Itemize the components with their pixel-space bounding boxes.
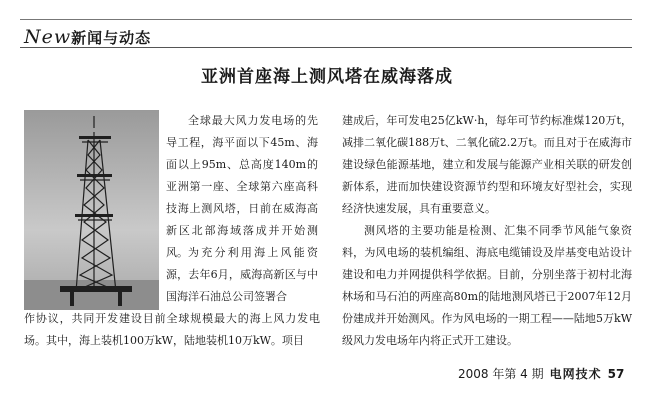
section-tag-label: 新闻与动态 <box>71 29 152 47</box>
column-2 <box>342 110 632 352</box>
paragraph-2-part-c: 建成后，年可发电25亿kW·h，每年可节约标准煤120万t，减排二氧化碳188万t、二氧化硫2.2万t。而且对于在威海市建设绿色能源基地，建立和发展与能源产业相关联的研发创新体系，进而加快建设资源节约型和环境友好型社会，实现经济快速发展，具有重要意义。 <box>342 114 632 215</box>
section-tag-italic: New <box>24 26 72 48</box>
issue-label: 2008 年第 4 期 <box>458 367 544 381</box>
column-1-bottom <box>24 308 320 352</box>
header-top-rule <box>20 19 632 20</box>
page-footer <box>458 365 630 382</box>
article-title: 亚洲首座海上测风塔在威海落成 <box>201 67 453 87</box>
wind-tower-photo <box>24 110 159 310</box>
section-tag <box>24 26 151 46</box>
paragraph-2-part-b: 作协议，共同开发建设目前全球规模最大的海上风力发电场。其中，海上装机100万kW，陆地装机10万kW。项目 <box>24 312 320 347</box>
page-number: 57 <box>607 367 625 381</box>
paragraph-3: 测风塔的主要功能是检测、汇集不同季节风能气象资料，为风电场的装机编组、海底电缆铺设及岸基变电站设计建设和电力并网提供科学依据。目前，分别坐落于初村北海林场和马石泊的两座高80m的陆地测风塔已于2007年12月份建成并开始测风。作为风电场的一期工程——陆地5万kW级风力发电场年内将正式开工建设。 <box>342 224 632 347</box>
header-bottom-rule <box>20 47 632 48</box>
paragraph-2-part-a: 为充分利用海上风能资源，去年6月，威海高新区与中国海洋石油总公司签署合 <box>166 246 318 303</box>
journal-name: 电网技术 <box>549 367 602 381</box>
column-1-top <box>166 110 318 264</box>
column-1-mid <box>166 242 318 308</box>
paragraph-1: 全球最大风力发电场的先导工程，海平面以下45m、海面以上95m、总高度140m的亚洲第一座、全球第六座高科技海上测风塔，日前在威海高新区北部海域落成并开始测风。 <box>166 114 318 259</box>
